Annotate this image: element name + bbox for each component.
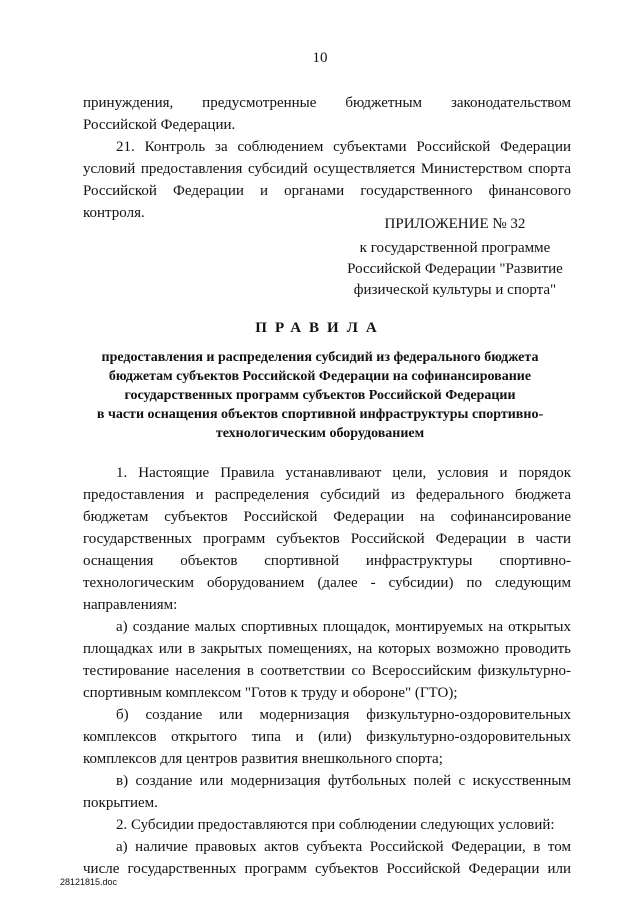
text-line: комплексов открытого типа и (или) физкультурно-оздоровительных bbox=[83, 729, 571, 745]
page-number: 10 bbox=[312, 50, 328, 66]
text-line: 1. Настоящие Правила устанавливают цели, условия и порядок bbox=[116, 465, 571, 481]
subtitle-line: государственных программ субъектов Российской Федерации bbox=[124, 388, 516, 403]
file-name-footer: 28121815.doc bbox=[60, 877, 118, 887]
text-line: площадках или в закрытых помещениях, на которых возможно проводить bbox=[83, 641, 571, 657]
text-line: принуждения, предусмотренные бюджетным законодательством bbox=[83, 95, 571, 111]
text-line: условий предоставления субсидий осуществляется Министерством спорта bbox=[83, 161, 571, 177]
text-line: покрытием. bbox=[83, 795, 158, 811]
item-2a bbox=[83, 836, 571, 880]
subtitle-line: в части оснащения объектов спортивной инфраструктуры спортивно- bbox=[96, 407, 544, 422]
text-line: числе государственных программ субъектов Российской Федерации или bbox=[83, 861, 571, 877]
appendix-line: Российской Федерации "Развитие bbox=[347, 261, 563, 277]
text-line: Российской Федерации. bbox=[83, 117, 236, 133]
text-line: 2. Субсидии предоставляются при соблюдении следующих условий: bbox=[116, 817, 555, 833]
appendix-line: физической культуры и спорта" bbox=[353, 282, 557, 298]
text-line: Российской Федерации и органами государственного финансового bbox=[83, 183, 571, 199]
subtitle-line: бюджетам субъектов Российской Федерации на софинансирование bbox=[108, 369, 532, 384]
text-line: бюджетам субъектов Российской Федерации на софинансирование bbox=[83, 509, 571, 525]
text-line: комплексов для центров развития внешкольного спорта; bbox=[83, 751, 443, 767]
text-line: а) наличие правовых актов субъекта Российской Федерации, в том bbox=[116, 839, 571, 855]
text-line: предоставления и распределения субсидий из федерального бюджета bbox=[83, 487, 571, 503]
text-line: а) создание малых спортивных площадок, монтируемых на открытых bbox=[116, 619, 571, 635]
paragraph-1 bbox=[83, 462, 571, 616]
body-text bbox=[83, 462, 571, 880]
text-line: б) создание или модернизация физкультурно-оздоровительных bbox=[116, 707, 571, 723]
text-line: направлениям: bbox=[83, 597, 178, 613]
appendix-line: к государственной программе bbox=[359, 240, 551, 256]
document-subtitle bbox=[60, 348, 580, 443]
item-b bbox=[83, 704, 571, 770]
paragraph-21 bbox=[83, 136, 571, 224]
document-title: ПРАВИЛА bbox=[255, 320, 385, 336]
text-line: в) создание или модернизация футбольных полей с искусственным bbox=[116, 773, 571, 789]
appendix-heading: ПРИЛОЖЕНИЕ № 32 bbox=[384, 216, 526, 232]
subtitle-line: предоставления и распределения субсидий из федерального бюджета bbox=[101, 350, 539, 365]
text-line: спортивным комплексом "Готов к труду и обороне" (ГТО); bbox=[83, 685, 458, 701]
appendix-block bbox=[340, 214, 570, 301]
continuation-paragraph bbox=[83, 92, 571, 136]
text-line: тестирование населения в соответствии со Всероссийским физкультурно- bbox=[83, 663, 571, 679]
text-line: технологическим оборудованием (далее - субсидии) по следующим bbox=[83, 575, 571, 591]
text-line: оснащения объектов спортивной инфраструктуры спортивно- bbox=[83, 553, 571, 569]
item-a bbox=[83, 616, 571, 704]
subtitle-line: технологическим оборудованием bbox=[215, 426, 425, 441]
text-line: 21. Контроль за соблюдением субъектами Российской Федерации bbox=[116, 139, 571, 155]
text-line: государственных программ субъектов Российской Федерации в части bbox=[83, 531, 571, 547]
text-line: контроля. bbox=[83, 205, 145, 221]
item-v bbox=[83, 770, 571, 814]
paragraph-2 bbox=[83, 814, 571, 836]
